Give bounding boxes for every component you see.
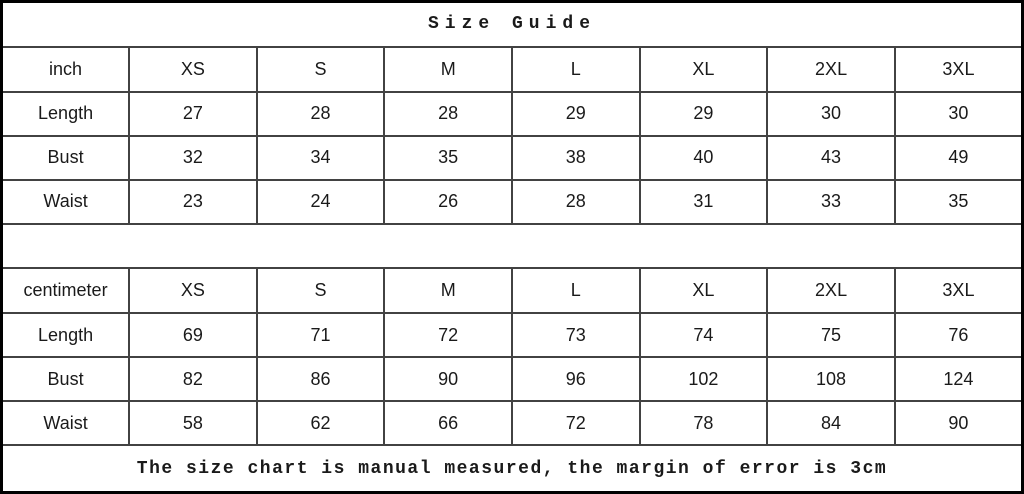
size-value: 62 [257, 401, 385, 445]
measure-row-bust [2, 136, 1023, 180]
size-col-header-2xl: 2XL [767, 268, 895, 313]
measure-label-bust: Bust [2, 357, 130, 401]
size-col-header-2xl: 2XL [767, 47, 895, 92]
size-value: 72 [512, 401, 640, 445]
size-value: 30 [895, 92, 1023, 136]
size-value: 78 [640, 401, 768, 445]
size-value: 28 [384, 92, 512, 136]
size-value: 124 [895, 357, 1023, 401]
size-col-header-m: M [384, 268, 512, 313]
size-value: 75 [767, 313, 895, 357]
title-row [2, 2, 1023, 47]
measure-label-waist: Waist [2, 180, 130, 224]
size-value: 43 [767, 136, 895, 180]
unit-header-centimeter: centimeter [2, 268, 130, 313]
size-col-header-3xl: 3XL [895, 47, 1023, 92]
size-value: 69 [129, 313, 257, 357]
size-col-header-xs: XS [129, 47, 257, 92]
size-value: 74 [640, 313, 768, 357]
size-value: 26 [384, 180, 512, 224]
unit-header-row-centimeter [2, 268, 1023, 313]
size-value: 96 [512, 357, 640, 401]
measure-row-waist [2, 180, 1023, 224]
size-value: 82 [129, 357, 257, 401]
size-value: 49 [895, 136, 1023, 180]
measure-label-length: Length [2, 92, 130, 136]
size-value: 23 [129, 180, 257, 224]
unit-header-inch: inch [2, 47, 130, 92]
size-col-header-xl: XL [640, 268, 768, 313]
page-title: Size Guide [2, 2, 1023, 47]
size-value: 86 [257, 357, 385, 401]
size-value: 35 [384, 136, 512, 180]
size-value: 84 [767, 401, 895, 445]
size-value: 38 [512, 136, 640, 180]
size-value: 71 [257, 313, 385, 357]
size-value: 24 [257, 180, 385, 224]
measure-row-waist [2, 401, 1023, 445]
measure-label-waist: Waist [2, 401, 130, 445]
size-value: 102 [640, 357, 768, 401]
size-col-header-xs: XS [129, 268, 257, 313]
size-value: 40 [640, 136, 768, 180]
size-value: 28 [512, 180, 640, 224]
measure-row-length [2, 313, 1023, 357]
size-col-header-l: L [512, 47, 640, 92]
unit-header-row-inch [2, 47, 1023, 92]
size-value: 29 [640, 92, 768, 136]
size-value: 90 [384, 357, 512, 401]
section-spacer [2, 224, 1023, 268]
footer-row [2, 445, 1023, 492]
size-value: 27 [129, 92, 257, 136]
size-value: 58 [129, 401, 257, 445]
size-col-header-m: M [384, 47, 512, 92]
size-col-header-3xl: 3XL [895, 268, 1023, 313]
size-value: 32 [129, 136, 257, 180]
measure-label-length: Length [2, 313, 130, 357]
footer-note: The size chart is manual measured, the margin of error is 3cm [2, 445, 1023, 492]
size-value: 33 [767, 180, 895, 224]
size-table-body [2, 2, 1023, 493]
size-value: 73 [512, 313, 640, 357]
size-value: 31 [640, 180, 768, 224]
size-value: 29 [512, 92, 640, 136]
size-value: 72 [384, 313, 512, 357]
size-value: 28 [257, 92, 385, 136]
measure-row-bust [2, 357, 1023, 401]
size-value: 90 [895, 401, 1023, 445]
size-col-header-s: S [257, 47, 385, 92]
size-col-header-l: L [512, 268, 640, 313]
size-col-header-s: S [257, 268, 385, 313]
section-spacer-row [2, 224, 1023, 268]
size-value: 108 [767, 357, 895, 401]
measure-row-length [2, 92, 1023, 136]
size-value: 35 [895, 180, 1023, 224]
size-value: 34 [257, 136, 385, 180]
measure-label-bust: Bust [2, 136, 130, 180]
size-value: 76 [895, 313, 1023, 357]
size-value: 30 [767, 92, 895, 136]
size-col-header-xl: XL [640, 47, 768, 92]
size-value: 66 [384, 401, 512, 445]
